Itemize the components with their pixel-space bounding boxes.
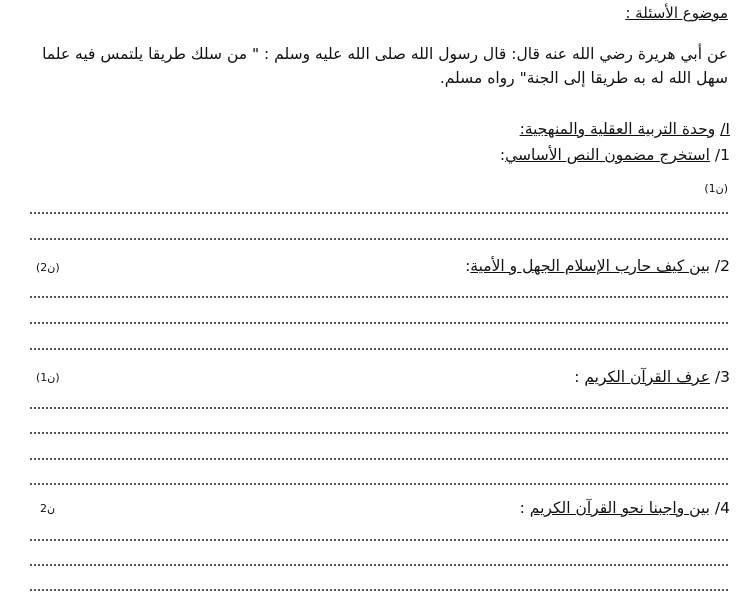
question-2: [465, 257, 730, 275]
question-4-suffix: :: [519, 499, 530, 517]
question-4-number: 4/: [714, 499, 730, 517]
question-1-mark: (1ن): [704, 182, 728, 195]
question-4-text: بين واجبنا نحو القرآن الكريم: [529, 499, 710, 517]
answer-line[interactable]: [30, 432, 728, 434]
questions-heading: موضوع الأسئلة :: [625, 4, 728, 22]
question-4-mark: 2ن: [40, 502, 56, 515]
answer-line[interactable]: [30, 483, 728, 485]
answer-line[interactable]: [30, 296, 728, 298]
answer-line[interactable]: [30, 348, 728, 350]
answer-line[interactable]: [30, 407, 728, 409]
question-2-suffix: :: [465, 257, 471, 275]
question-3: [574, 368, 730, 386]
question-1-number: 1/: [714, 146, 730, 164]
answer-line[interactable]: [30, 539, 728, 541]
answer-line[interactable]: [30, 238, 728, 240]
unit-number: I/: [720, 120, 730, 138]
question-3-text: عرف القرآن الكريم: [584, 368, 710, 386]
question-1-text: استخرج مضمون النص الأساسي: [505, 146, 710, 164]
unit-title: [520, 120, 730, 138]
answer-line[interactable]: [30, 564, 728, 566]
question-3-number: 3/: [714, 368, 730, 386]
question-1: [500, 146, 730, 164]
question-4: [520, 499, 730, 517]
answer-line[interactable]: [30, 212, 728, 214]
question-1-suffix: :: [499, 146, 506, 164]
answer-line[interactable]: [30, 322, 728, 324]
question-2-number: 2/: [714, 257, 730, 275]
question-2-text: بين كيف حارب الإسلام الجهل و الأمية: [470, 257, 710, 275]
question-2-mark: (2ن): [36, 261, 60, 274]
answer-line[interactable]: [30, 458, 728, 460]
unit-title-text: وحدة التربية العقلية والمنهجية:: [519, 120, 716, 138]
question-3-mark: (1ن): [36, 371, 60, 384]
question-3-suffix: :: [574, 368, 585, 386]
answer-line[interactable]: [30, 589, 728, 591]
hadith-text: عن أبي هريرة رضي الله عنه قال: قال رسول الله صلى الله عليه وسلم : " من سلك طريقا يلتمس فيه علما سهل الله له به طريقا إلى الجنة" رواه مسلم.: [42, 45, 728, 87]
